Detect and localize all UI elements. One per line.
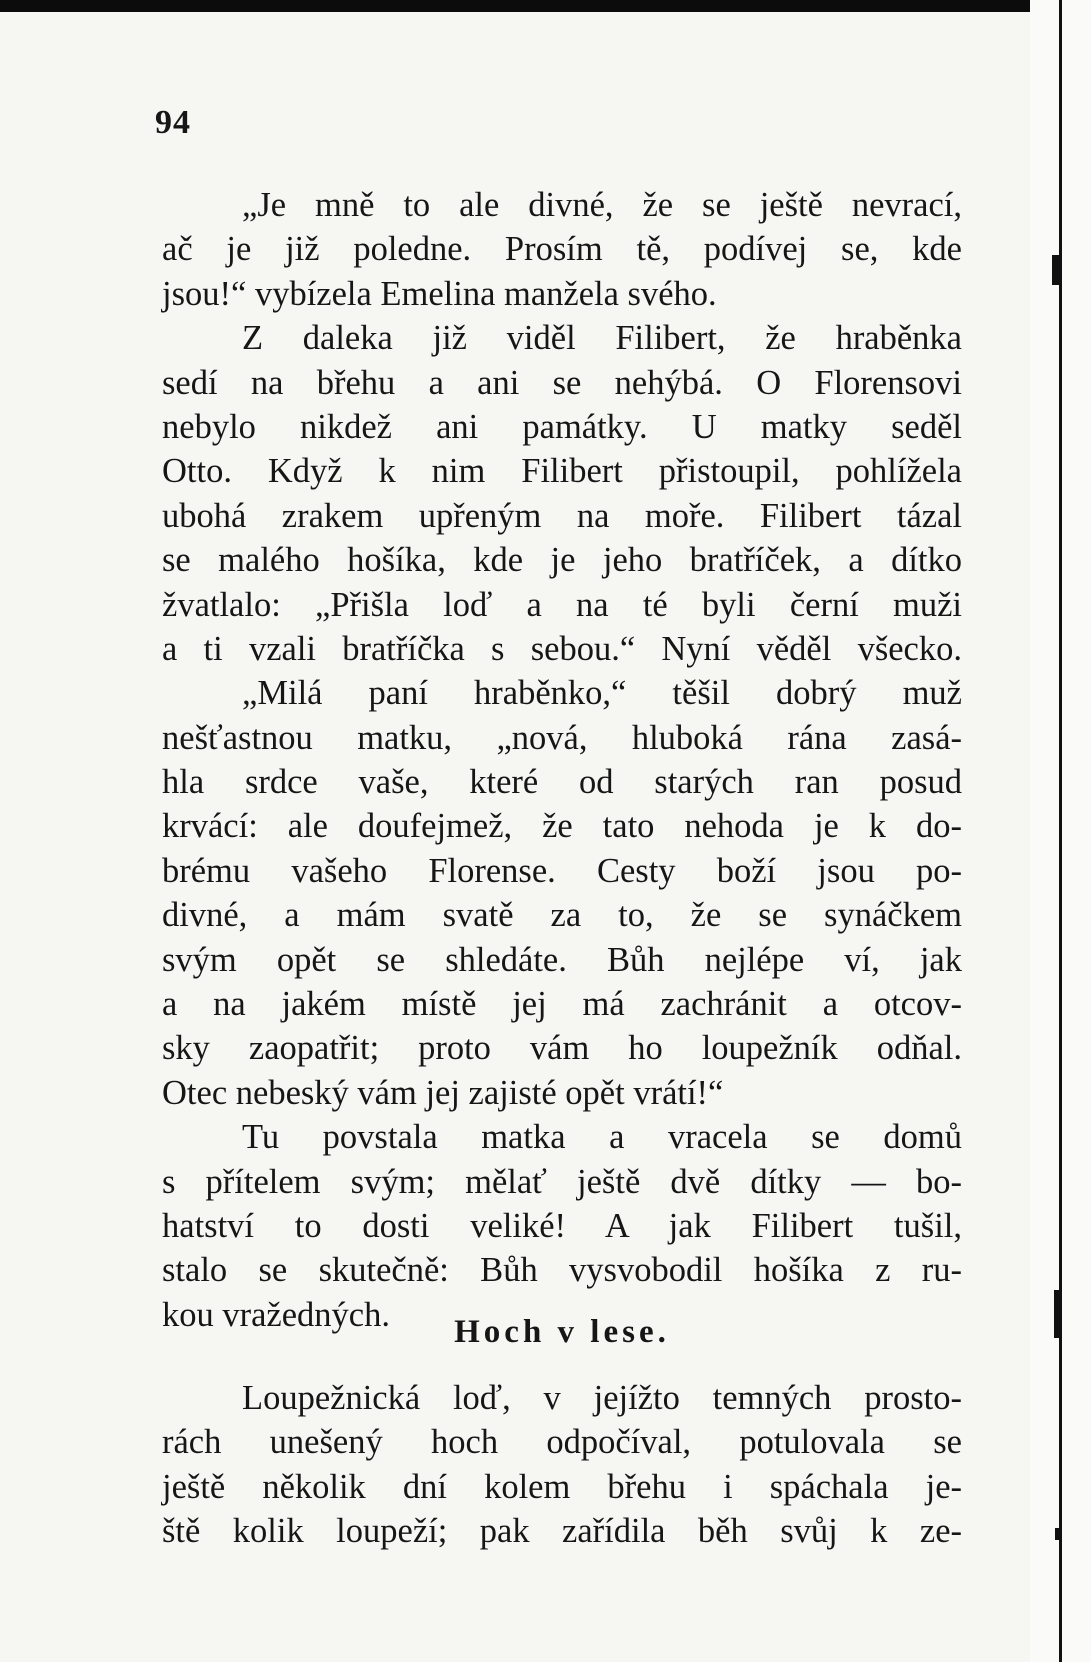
page-gutter-line xyxy=(1059,0,1062,1662)
text-line: ště kolik loupeží; pak zařídila běh svůj k ze- xyxy=(162,1512,962,1551)
text-line: Tu povstala matka a vracela se domů xyxy=(242,1118,962,1157)
text-line: krvácí: ale doufejmež, že tato nehoda je k do- xyxy=(162,807,962,846)
text-line: hatství to dosti veliké! A jak Filibert tušil, xyxy=(162,1206,962,1245)
gutter-mark xyxy=(1055,1528,1062,1540)
text-line: Otec nebeský vám jej zajisté opět vrátí!“ xyxy=(162,1073,724,1112)
text-line: s přítelem svým; mělať ještě dvě dítky — bo- xyxy=(162,1162,962,1201)
text-line: nebylo nikdež ani památky. U matky seděl xyxy=(162,407,962,446)
text-line: „Milá paní hraběnko,“ těšil dobrý muž xyxy=(242,674,962,713)
text-line: divné, a mám svatě za to, že se synáčkem xyxy=(162,896,962,935)
text-line: sky zaopatřit; proto vám ho loupežník odňal. xyxy=(162,1029,962,1068)
section-heading: Hoch v lese. xyxy=(454,1314,670,1350)
text-line: ještě několik dní kolem břehu i spáchala je- xyxy=(162,1467,962,1506)
gutter-mark xyxy=(1054,1290,1062,1338)
text-line: sedí na břehu a ani se nehýbá. O Florensovi xyxy=(162,363,962,402)
text-line: stalo se skutečně: Bůh vysvobodil hošíka z ru- xyxy=(162,1251,962,1290)
text-line: ač je již poledne. Prosím tě, podívej se, kde xyxy=(162,230,962,269)
text-line: jsou!“ vybízela Emelina manžela svého. xyxy=(162,274,717,313)
text-line: žvatlalo: „Přišla loď a na té byli černí muži xyxy=(162,585,962,624)
section-text xyxy=(162,1376,962,1554)
text-line: se malého hošíka, kde je jeho bratříček, a dítko xyxy=(162,541,962,580)
text-line: „Je mně to ale divné, že se ještě nevrací, xyxy=(242,186,962,224)
page-number: 94 xyxy=(155,104,191,141)
text-line: hla srdce vaše, které od starých ran posud xyxy=(162,763,962,802)
text-line: brému vašeho Florense. Cesty boží jsou po- xyxy=(162,851,962,890)
text-line: kou vražedných. xyxy=(162,1295,390,1334)
body-text xyxy=(162,183,962,1337)
text-line: nešťastnou matku, „nová, hluboká rána zasá- xyxy=(162,718,962,757)
book-page xyxy=(0,12,1030,1662)
gutter-mark xyxy=(1052,255,1062,285)
text-line: Otto. Když k nim Filibert přistoupil, pohlížela xyxy=(162,452,962,491)
text-line: rách unešený hoch odpočíval, potulovala se xyxy=(162,1423,962,1462)
text-line: a na jakém místě jej má zachránit a otcov- xyxy=(162,985,962,1024)
text-line: svým opět se shledáte. Bůh nejlépe ví, jak xyxy=(162,940,962,979)
text-line: ubohá zrakem upřeným na moře. Filibert tázal xyxy=(162,496,962,535)
text-line: Loupežnická loď, v jejížto temných prosto- xyxy=(242,1379,962,1417)
text-line: a ti vzali bratříčka s sebou.“ Nyní věděl všecko. xyxy=(162,629,962,668)
text-line: Z daleka již viděl Filibert, že hraběnka xyxy=(242,319,962,358)
